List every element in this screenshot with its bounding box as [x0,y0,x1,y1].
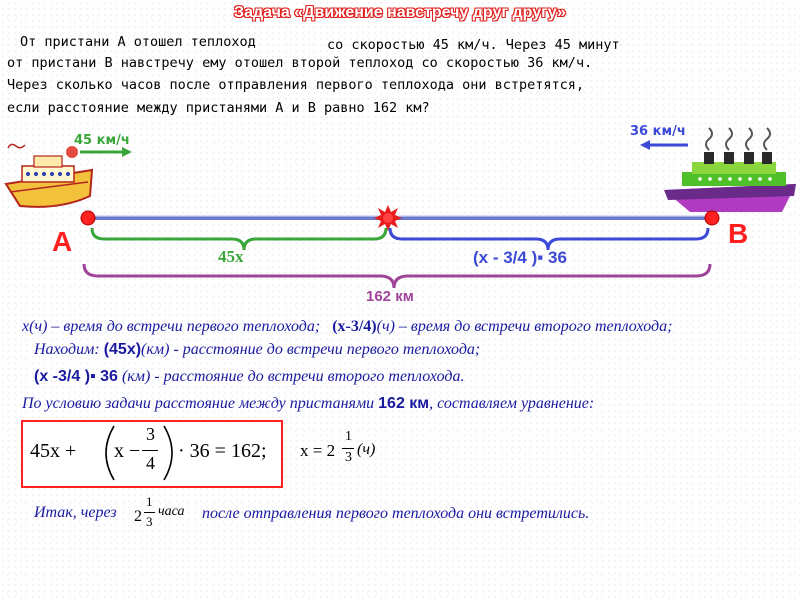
problem-line-4: если расстояние между пристанями А и В равно 162 км? [7,100,430,116]
point-b-marker [705,211,719,225]
problem-line-3: Через сколько часов после отправления первого теплохода они встретятся, [7,77,585,93]
problem-line-1a: От пристани А отошел теплоход [20,34,256,50]
line-3-expr: (x -3/4 )▪ 36 [34,368,118,385]
speed-left-label: 45 км/ч [74,133,130,148]
var-x: x [22,318,30,335]
right-paren-icon [160,424,180,482]
problem-line-1b: со скоростью 45 км/ч. Через 45 минут [327,37,620,53]
line-4-text-a: По условию задачи расстояние между пристанями [22,395,379,412]
line-2-prefix: Находим: [34,341,104,358]
line-4-distance: 162 км [378,395,430,412]
solution-line-2 [34,341,480,359]
left-ship-icon [6,144,92,206]
equation-frac-den: 4 [146,453,155,473]
line-4-text-b: , составляем уравнение: [429,395,595,412]
conclusion-num: 1 [146,494,153,509]
left-segment-label: 45x [218,247,244,266]
arrow-left-icon [640,140,688,150]
problem-line-2: от пристани В навстречу ему отошел второй теплоход со скоростью 36 км/ч. [7,55,593,71]
conclusion-unit: часа [158,504,185,519]
right-segment-label: (x - 3/4 )▪ 36 [473,248,567,267]
equation-frac-num: 3 [146,424,155,444]
line-1-text-b: (ч) – время до встречи второго теплохода; [376,318,673,335]
conclusion-whole: 2 [134,508,142,525]
result-unit: (ч) [357,441,376,458]
slide-title: Задача «Движение навстречу друг другу» [234,4,566,21]
equation-x-minus: x − [114,440,141,462]
total-distance-label: 162 км [366,288,414,305]
solution-line-4 [22,395,594,413]
right-segment-brace [390,228,708,250]
point-a-marker [81,211,95,225]
point-b-label: В [728,218,749,249]
total-distance-brace [84,264,710,288]
line-1-text-a: (ч) – время до встречи первого теплохода; [29,318,321,335]
conclusion-den: 3 [146,514,153,529]
line-2-text: (км) - расстояние до встречи первого теплохода; [141,341,481,358]
equation-lhs: 45x + [30,440,77,462]
arrow-right-icon [80,147,132,157]
point-a-label: А [52,226,73,257]
line-2-expr: (45x) [103,341,142,358]
conclusion-frac-bar [144,512,155,513]
equation-rhs: · 36 = 162; [178,440,267,462]
right-ship-icon [664,128,796,212]
solution-line-1 [22,318,672,336]
conclusion-prefix: Итак, через [34,504,117,521]
result-frac-bar [342,448,354,449]
speed-right-label: 36 км/ч [630,124,686,139]
result-den: 3 [345,450,352,465]
line-3-text: (км) - расстояние до встречи второго теплохода. [117,368,465,385]
meeting-point-icon [374,205,402,231]
equation-frac-bar [142,450,158,451]
result-x: x = 2 [300,441,336,460]
solution-line-3 [34,368,464,386]
var-x-minus: (x-3/4) [332,318,377,335]
conclusion-text: после отправления первого теплохода они встретились. [202,505,590,522]
result-num: 1 [345,429,352,444]
